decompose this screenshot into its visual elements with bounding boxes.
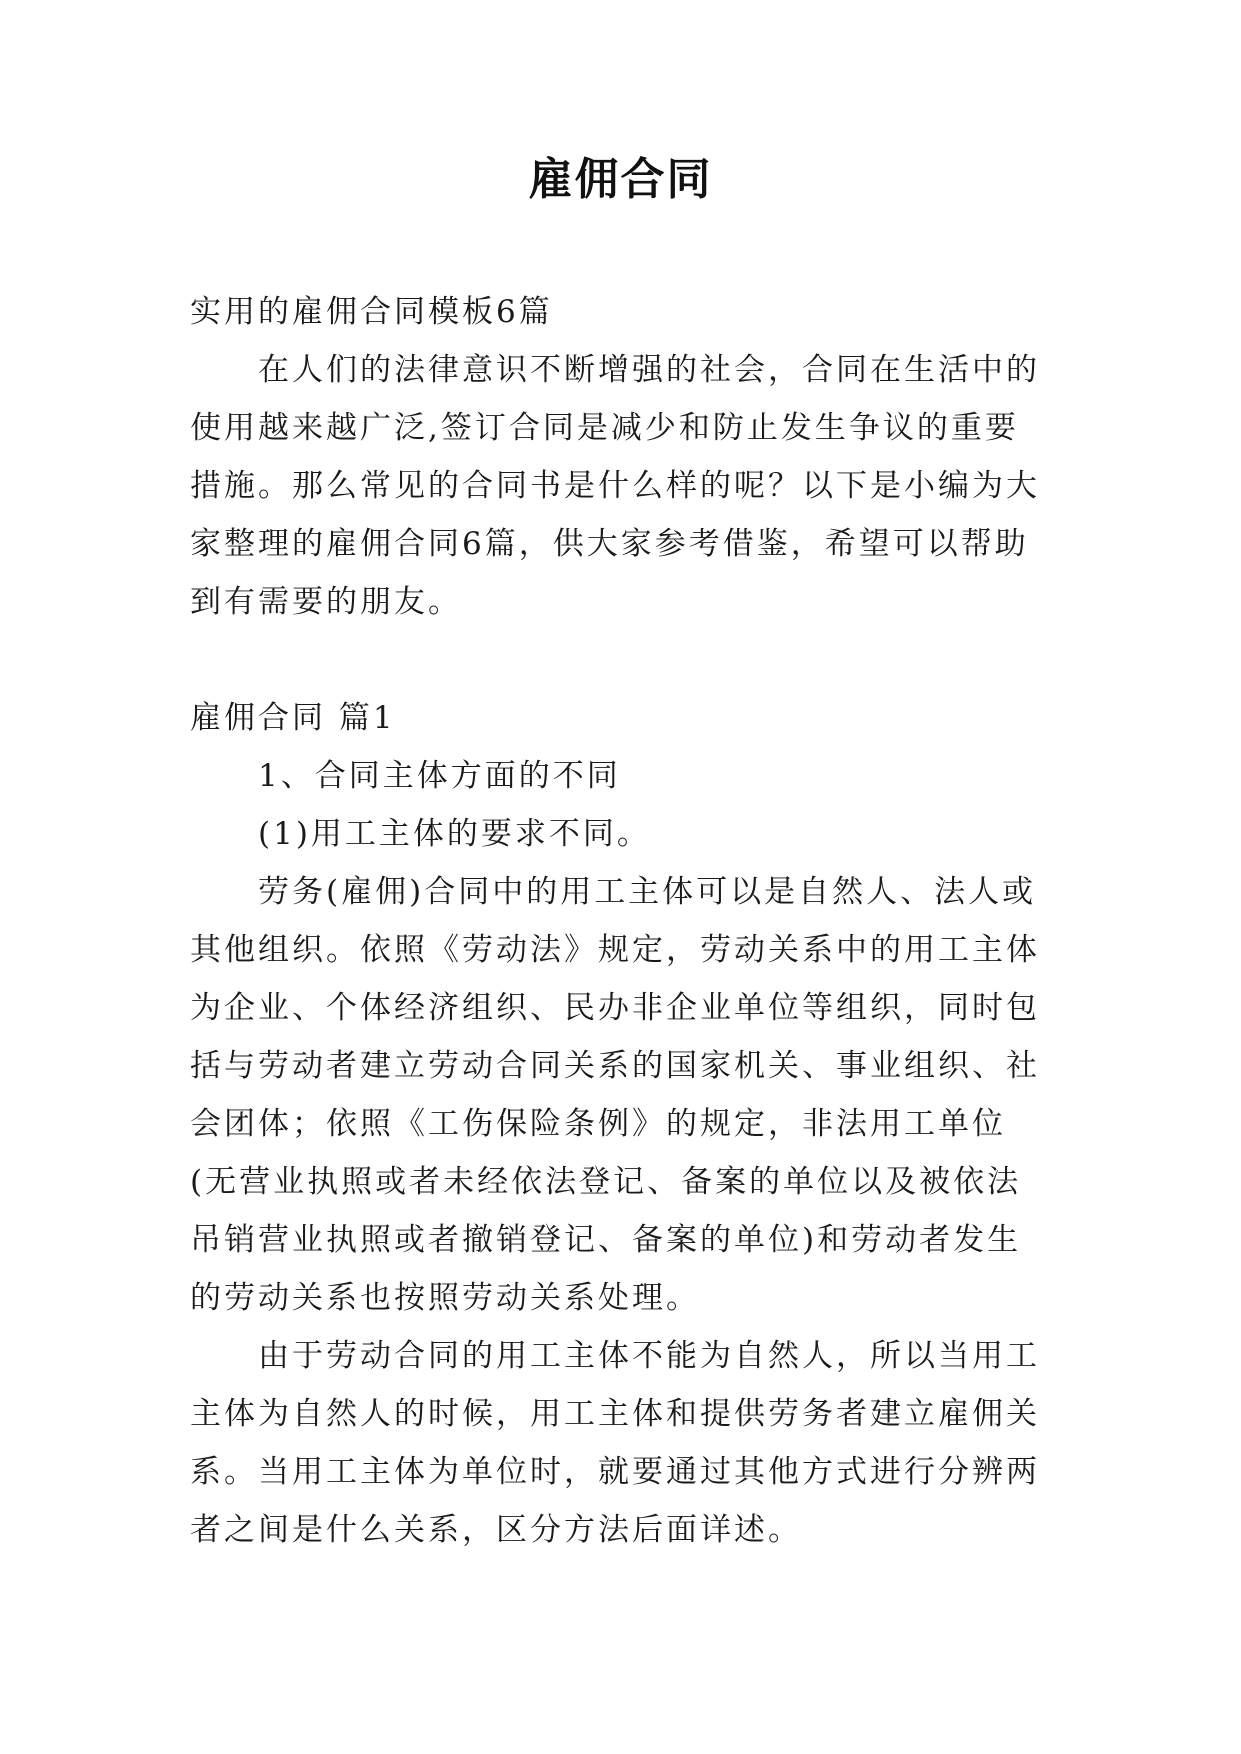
document-title: 雇佣合同 [528,154,713,205]
body-paragraph-1: 劳务(雇佣)合同中的用工主体可以是自然人、法人或其他组织。依照《劳动法》规定，劳动关系中的用工主体为企业、个体经济组织、民办非企业单位等组织，同时包括与劳动者建立劳动合同关系的国家机关、事业组织、社会团体；依照《工伤保险条例》的规定，非法用工单位(无营业执照或者未经依法登记、备案的单位以及被依法吊销营业执照或者撤销登记、备案的单位)和劳动者发生的劳动关系也按照劳动关系处理。 [190,874,1040,1316]
intro-paragraph: 在人们的法律意识不断增强的社会，合同在生活中的使用越来越广泛,签订合同是减少和防止发生争议的重要措施。那么常见的合同书是什么样的呢？以下是小编为大家整理的雇佣合同6篇，供大家参考借鉴，希望可以帮助到有需要的朋友。 [190,352,1040,620]
section-heading: 雇佣合同 篇1 [190,700,396,736]
body-paragraph-2: 由于劳动合同的用工主体不能为自然人，所以当用工主体为自然人的时候，用工主体和提供劳务者建立雇佣关系。当用工主体为单位时，就要通过其他方式进行分辨两者之间是什么关系，区分方法后面详述。 [190,1338,1040,1548]
document-subtitle: 实用的雇佣合同模板6篇 [190,294,553,330]
section-item-heading: 1、合同主体方面的不同 [258,758,621,794]
section-subitem-heading: (1)用工主体的要求不同。 [258,816,651,852]
section-spacer [190,631,1052,689]
document-body [190,283,1052,1559]
